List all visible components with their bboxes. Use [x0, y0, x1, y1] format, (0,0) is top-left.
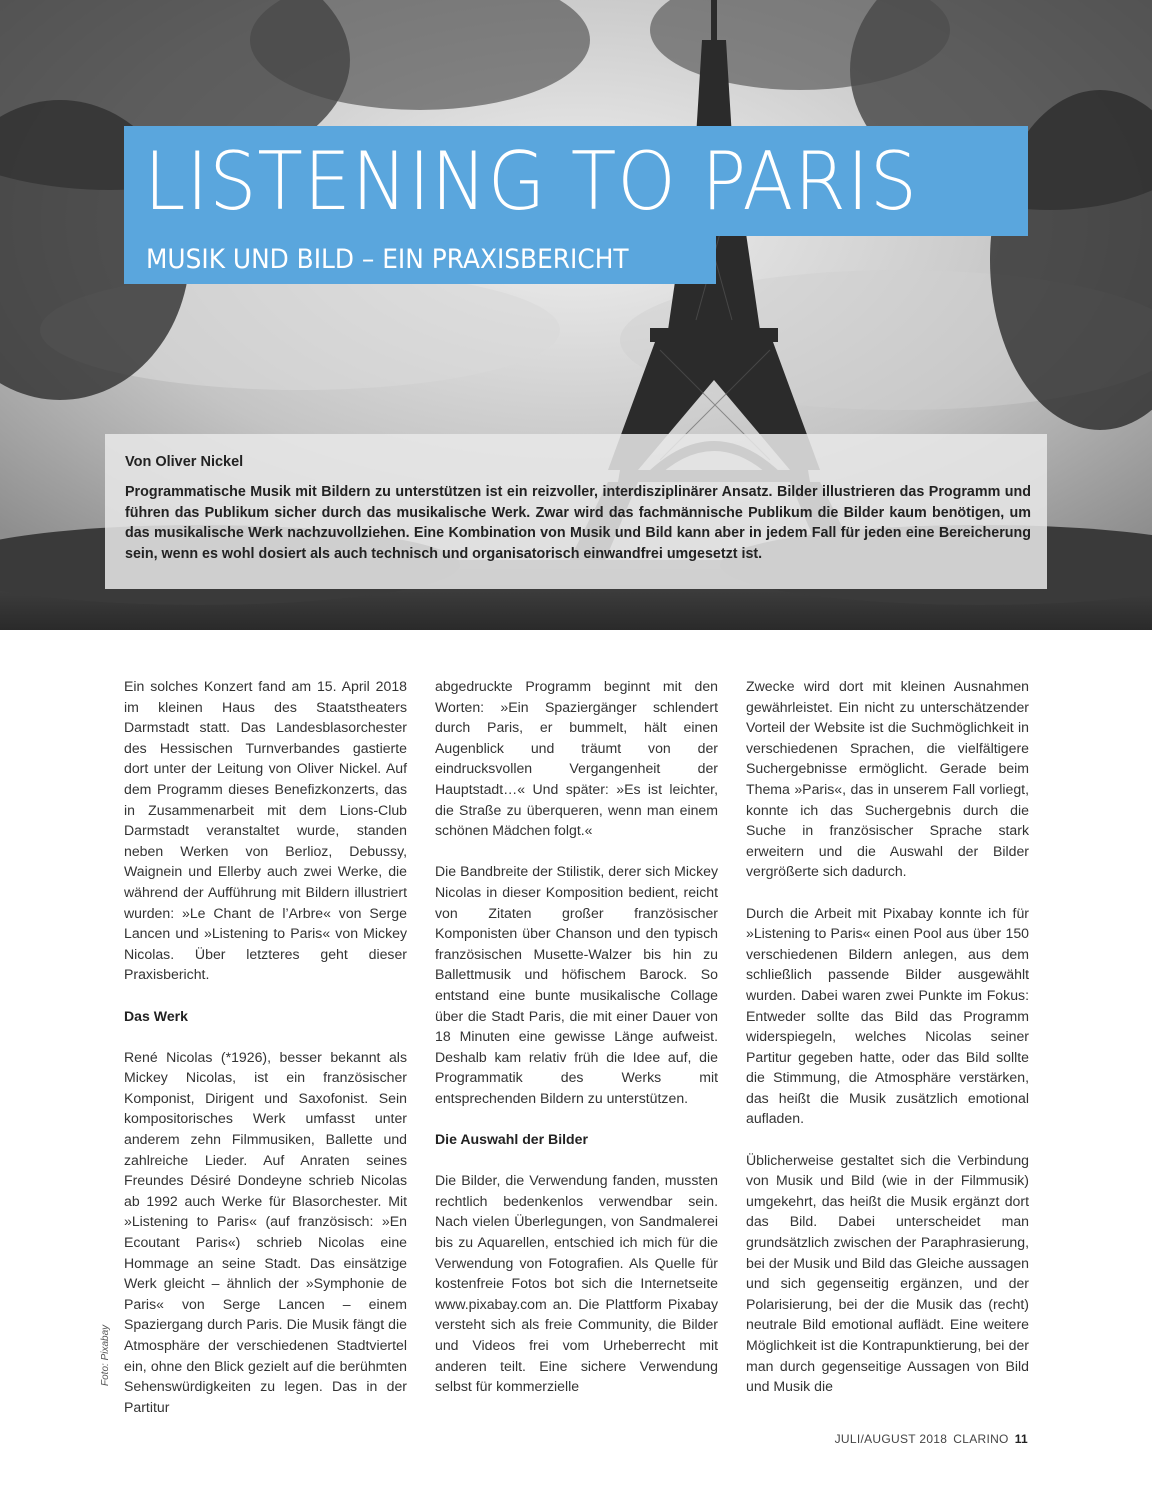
paragraph: René Nicolas (*1926), besser bekannt als Mickey Nicolas, ist ein französischer Komponist, Dirigent und Saxofonist. Sein kompositorisches Werk umfasst unter anderem zehn Filmmusiken, Ballette und zahlreiche Lieder. Auf Anraten seines Freundes Désiré Dondeyne schrieb Nicolas ab 1992 auch Werke für Blasorchester. Mit »Listening to Paris« (auf französisch: »En Ecoutant Paris«) schrieb Nicolas eine Hommage an seine Stadt. Das einsätzige Werk gleicht – ähnlich der »Symphonie de Paris« von Serge Lancen – einem Spaziergang durch Paris. Die Musik fängt die Atmosphäre der verschiedenen Stadtviertel ein, ohne den Blick gezielt auf die berühmten Sehenswürdigkeiten zu legen. Das in der Partitur — [124, 1048, 407, 1415]
issue-date: JULI/AUGUST 2018 — [834, 1432, 948, 1446]
paragraph: Ein solches Konzert fand am 15. April 2018 im kleinen Haus des Staatstheaters Darmstadt statt. Das Landesblasorchester des Hessischen Turnverbandes gastierte dort unter der Leitung von Oliver Nickel. Auf dem Programm dieses Benefizkonzerts, das in Zusammenarbeit mit dem Lions-Club Darmstadt veranstaltet wurde, standen neben Werken von Berlioz, Debussy, Waignein und Ellerby auch zwei Werke, die während der Aufführung mit Bildern illustriert wurden: »Le Chant de l’Arbre« von Serge Lancen und »Listening to Paris« von Mickey Nicolas. Über letzteres geht dieser Praxisbericht. — [124, 678, 407, 983]
lead-paragraph: Programmatische Musik mit Bildern zu unterstützen ist ein reizvoller, interdisziplinärer Ansatz. Bilder illustrieren das Programm und führen das Publikum sicher durch das musikalische Werk. Zwar wird das fachmännische Publikum die Bilder kaum benötigen, um das musikalische Werk nachzuvollziehen. Eine Kombination von Musik und Bild kann aber in jedem Fall für jeden eine Bereicherung sein, wenn es wohl dosiert als auch technisch und organisatorisch einwandfrei umgesetzt ist. — [125, 484, 1031, 562]
paragraph: Durch die Arbeit mit Pixabay konnte ich für »Listening to Paris« einen Pool aus über 150 verschiedenen Bildern anlegen, aus dem schließlich passende Bilder ausgewählt wurden. Dabei waren zwei Punkte im Fokus: Entweder sollte das Bild das Programm widerspiegeln, welches Nicolas seiner Partitur gegeben hatte, oder das Bild sollte die Stimmung, die Atmosphäre verstärken, das heißt die Musik zusätzlich emotional aufladen. — [746, 904, 1029, 1127]
subtitle-banner — [124, 236, 716, 284]
paragraph: abgedruckte Programm beginnt mit den Worten: »Ein Spaziergänger schlendert durch Paris, er bummelt, hält einen Augenblick und träumt von der eindrucksvollen Vergangenheit der Hauptstadt…« Und später: »Es ist leichter, die Straße zu überqueren, wenn man einem schönen Mädchen folgt.« — [435, 678, 718, 839]
paragraph: Üblicherweise gestaltet sich die Verbindung von Musik und Bild (wie in der Filmmusik) umgekehrt, das heißt die Musik ergänzt dort das Bild. Dabei unterscheidet man grundsätzlich zwischen der Paraphrasierung, bei der Musik und Bild das Gleiche aussagen und sich gegenseitig ergänzen, und der Polarisierung, bei der die Musik das (recht) neutrale Bild emotional auflädt. Eine weitere Möglichkeit ist die Kontrapunktierung, bei der man durch gegenseitige Aussagen von Bild und Musik die — [746, 1151, 1029, 1395]
column-1 — [124, 676, 407, 1438]
intro-box — [105, 434, 1047, 589]
paragraph: Zwecke wird dort mit kleinen Ausnahmen gewährleistet. Ein nicht zu unterschätzender Vorteil der Website ist die Suchmöglichkeit in verschiedenen Sprachen, die vielfältigere Suchergebnisse ermöglicht. Gerade beim Thema »Paris«, das in unserem Fall vorliegt, konnte ich das Suchergebnis durch die Suche in französischer Sprache stark erweitern und die Auswahl der Bilder vergrößerte sich dadurch. — [746, 678, 1029, 880]
magazine-name: CLARINO — [953, 1432, 1009, 1446]
author-byline: Von Oliver Nickel — [125, 454, 244, 470]
page-number: 11 — [1014, 1432, 1028, 1446]
page-title: LISTENING TO PARIS — [144, 135, 918, 228]
column-2 — [435, 676, 718, 1417]
page-footer — [835, 1432, 1028, 1446]
section-heading: Die Auswahl der Bilder — [435, 1131, 588, 1148]
paragraph: Die Bandbreite der Stilistik, derer sich Mickey Nicolas in dieser Komposition bedient, reicht von Zitaten großer französischer Komponisten über Chanson und den typisch französischen Musette-Walzer bis hin zu Ballettmusik und höfischem Barock. So entstand eine bunte musikalische Collage über die Stadt Paris, die mit einer Dauer von 18 Minuten eine gewisse Länge aufweist. Deshalb kam relativ früh die Idee auf, die Programmatik des Werks mit entsprechenden Bildern zu unterstützen. — [435, 863, 718, 1106]
paragraph: Die Bilder, die Verwendung fanden, mussten rechtlich bedenkenlos verwendbar sein. Nach vielen Überlegungen, von Sandmalerei bis zu Aquarellen, entschied ich mich für die Verwendung von Fotografien. Als Quelle für kostenfreie Fotos bot sich die Internetseite www.pixabay.com an. Die Plattform Pixabay versteht sich als freie Community, die Bilder und Videos frei vom Urheberrecht mit anderen teilt. Eine sichere Verwendung selbst für kommerzielle — [435, 1172, 718, 1395]
hero-photo — [0, 0, 1152, 630]
page-subtitle: MUSIK UND BILD – EIN PRAXISBERICHT — [146, 244, 629, 275]
photo-credit: Foto: Pixabay — [100, 1324, 111, 1386]
section-heading: Das Werk — [124, 1007, 188, 1024]
column-3 — [746, 676, 1029, 1417]
title-banner — [124, 126, 1028, 236]
